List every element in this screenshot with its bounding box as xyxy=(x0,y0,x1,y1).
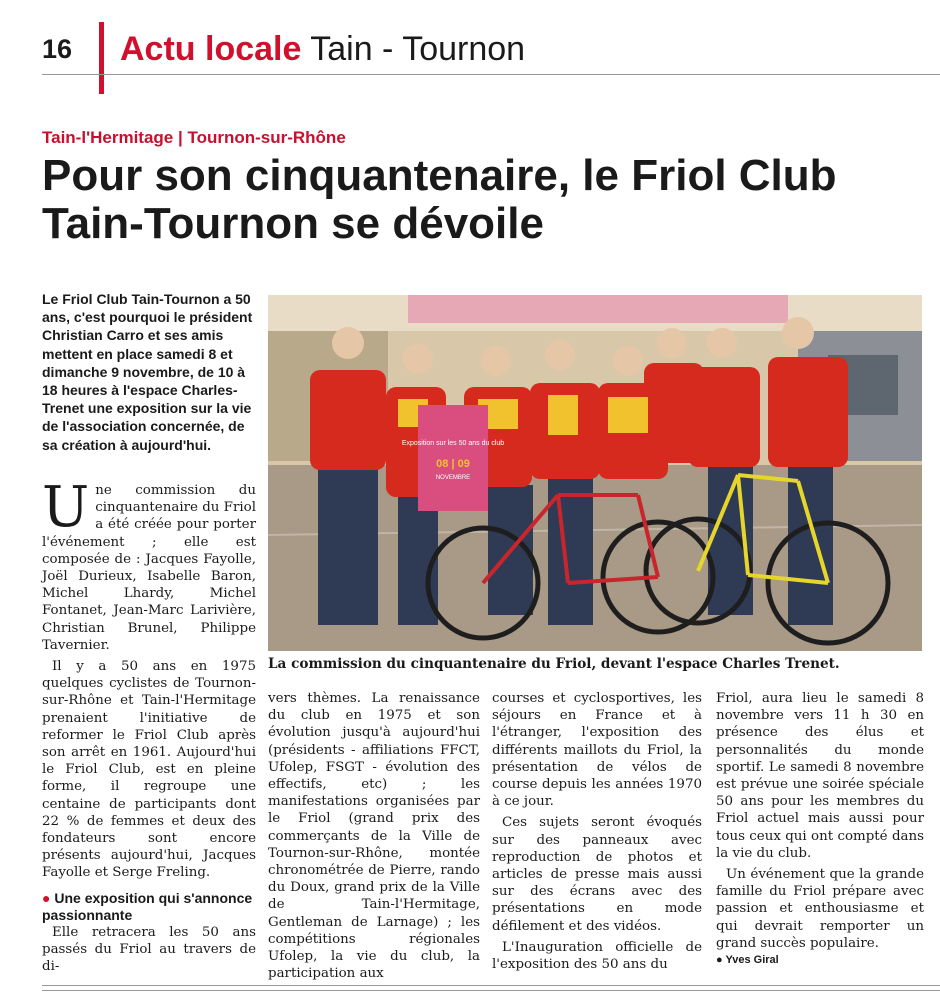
photo-caption: La commission du cinquantenaire du Friol, devant l'espace Charles Trenet. xyxy=(268,656,840,672)
header-rule xyxy=(42,74,940,75)
paragraph-text: ne commission du cinquantenaire du Friol a été créée pour porter l'événement ; elle est composée de : Jacques Fayolle, Joël Durieux, Isabelle Baron, Michel Lhardy, Michel Fontanet, Jean-Marc Larivière, Christian Brunel, Philippe Tavernier. xyxy=(42,483,256,653)
header-accent-bar xyxy=(99,22,104,94)
section-title xyxy=(120,30,525,68)
paragraph: Ces sujets seront évoqués sur des panneaux avec reproduction de photos et articles de presse mais aussi sur des écrans avec des présentations en mode défilement et des vidéos. xyxy=(492,815,702,934)
paragraph: courses et cyclosportives, les séjours en France et à l'étranger, l'exposition des différents maillots du Friol, la présentation de vélos de course depuis les années 1970 à ce jour. xyxy=(492,691,702,810)
poster-dates: 08 | 09 xyxy=(436,458,470,470)
drop-cap: U xyxy=(42,475,90,540)
bullet-dot-icon: ● xyxy=(42,889,51,906)
author-signature xyxy=(716,952,924,969)
article-column-4 xyxy=(716,690,924,969)
author-name: Yves Giral xyxy=(725,954,779,967)
section-subhead xyxy=(42,890,256,924)
edition-name: Tain - Tournon xyxy=(310,30,526,68)
article-title: Pour son cinquantenaire, le Friol Club Tain-Tournon se dévoile xyxy=(42,151,837,248)
group-photo-illustration xyxy=(268,295,922,651)
poster-title: Exposition sur les 50 ans du club xyxy=(401,440,505,447)
article-lead: Le Friol Club Tain-Tournon a 50 ans, c'est pourquoi le président Christian Carro et ses amis mettent en place samedi 8 et dimanche 9 novembre, de 10 à 18 heures à l'espace Charles-Trenet une exposition sur la vie de l'association concernée, de sa création à aujourd'hui. xyxy=(42,291,253,453)
footer-rule xyxy=(42,985,940,986)
page-header xyxy=(0,0,940,78)
bullet-dot-icon: ● xyxy=(716,954,723,967)
article-photo xyxy=(268,295,922,651)
page-number: 16 xyxy=(42,34,73,64)
article-column-2 xyxy=(268,690,480,982)
article-locations: Tain-l'Hermitage | Tournon-sur-Rhône xyxy=(42,128,346,147)
paragraph: Friol, aura lieu le samedi 8 novembre vers 11 h 30 en présence des élus et personnalités du monde sportif. Le samedi 8 novembre est prévue une soirée spéciale 50 ans pour les membres du Friol actuel mais aussi pour tous ceux qui ont compté dans la vie du club. xyxy=(716,691,924,861)
paragraph: Un événement que la grande famille du Friol prépare avec passion et enthousiasme et qui devrait remporter un grand succès populaire. xyxy=(716,867,924,951)
paragraph: vers thèmes. La renaissance du club en 1975 et son évolution jusqu'à aujourd'hui (présidents - affiliations FFCT, Ufolep, FSGT - évolution des effectifs, etc) ; les manifestations organisées par le Friol (grand prix des commerçants de la Ville de Tournon-sur-Rhône, montée chronométrée de Pierre, rando du Doux, grand prix de la Ville de Tain-l'Hermitage, Gentleman de Larnage) ; les compétitions régionales Ufolep, la vie du club, la participation aux xyxy=(268,691,480,982)
paragraph xyxy=(42,475,256,654)
paragraph: L'Inauguration officielle de l'exposition des 50 ans du xyxy=(492,939,702,973)
poster-month: NOVEMBRE xyxy=(435,475,471,481)
footer-rule xyxy=(42,990,940,991)
paragraph: Il y a 50 ans en 1975 quelques cyclistes de Tournon-sur-Rhône et Tain-l'Hermitage prenaient l'initiative de reformer le Friol Club après son arrêt en 1961. Aujourd'hui le Friol Club, est en pleine forme, il regroupe une centaine de participants dont 22 % de femmes et deux des fondateurs sont encore présents aujourd'hui, Jacques Fayolle et Serge Freling. xyxy=(42,659,256,881)
paragraph: Elle retracera les 50 ans passés du Friol au travers de di- xyxy=(42,924,256,975)
article-column-1 xyxy=(42,475,256,975)
article-column-3 xyxy=(492,690,702,973)
subhead-text: Une exposition qui s'annonce passionnante xyxy=(42,889,253,923)
section-name: Actu locale xyxy=(120,30,302,68)
